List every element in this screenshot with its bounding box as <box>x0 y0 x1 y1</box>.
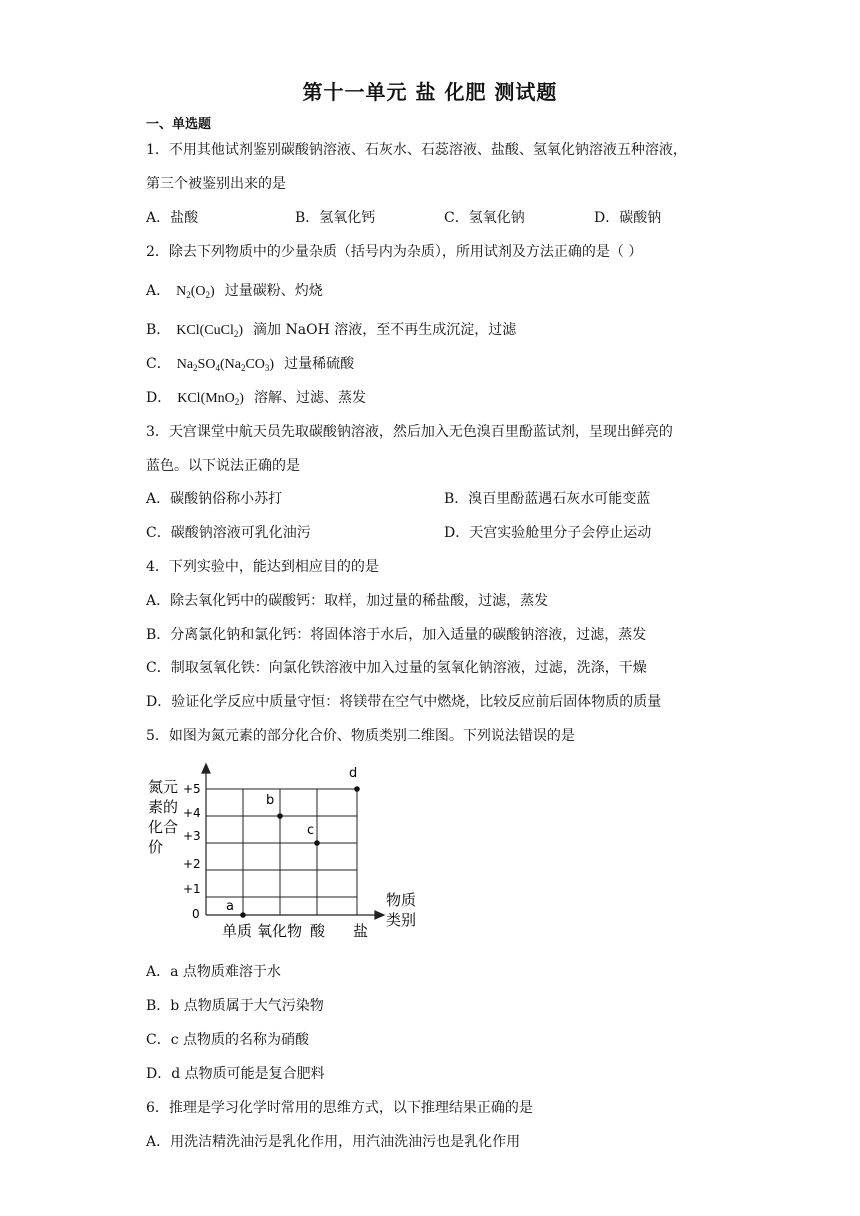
formula-kcl-cucl2: KCl(CuCl$_2$) <box>176 323 244 339</box>
y-tick-plus4: +4 <box>183 806 201 820</box>
q4-option-b: B．分离氯化钠和氯化钙：将固体溶于水后，加入适量的碳酸钠溶液，过滤，蒸发 <box>146 627 647 643</box>
q2-option-a-text: 过量碳粉、灼烧 <box>224 283 323 299</box>
point-b-label: b <box>266 793 275 808</box>
point-c <box>314 840 320 846</box>
y-tick-zero: 0 <box>192 907 200 921</box>
q3-stem-line2: 蓝色。以下说法正确的是 <box>146 458 300 474</box>
y-axis-title-2: 素的 <box>148 798 179 816</box>
y-tick-plus1: +1 <box>183 882 201 896</box>
q1-option-d: D．碳酸钠 <box>594 210 662 226</box>
q3-option-b: B．溴百里酚蓝遇石灰水可能变蓝 <box>444 491 651 507</box>
q2-option-d <box>146 389 366 411</box>
nitrogen-valence-diagram <box>146 760 436 946</box>
diagram-svg <box>146 760 436 946</box>
q6-option-a: A．用洗洁精洗油污是乳化作用，用汽油洗油污也是乳化作用 <box>146 1134 521 1150</box>
x-category-salt: 盐 <box>353 922 369 940</box>
q3-stem-line1: 3．天宫课堂中航天员先取碳酸钠溶液，然后加入无色溴百里酚蓝试剂，呈现出鲜亮的 <box>146 424 673 440</box>
y-tick-plus2: +2 <box>183 857 201 871</box>
formula-na2so4-na2co3: $Na_2SO_4(Na_2CO_3)$ <box>176 357 275 373</box>
y-tick-plus3: +3 <box>183 829 201 843</box>
point-d <box>354 786 360 792</box>
q5-option-a: A．a 点物质难溶于水 <box>146 964 281 980</box>
y-axis-arrow-icon <box>202 764 210 773</box>
q2-option-a-label: A． <box>146 283 171 299</box>
q1-stem-line2: 第三个被鉴别出来的是 <box>146 176 286 192</box>
q4-option-d: D．验证化学反应中质量守恒：将镁带在空气中燃烧，比较反应前后固体物质的质量 <box>146 694 662 710</box>
y-tick-plus5: +5 <box>183 782 201 796</box>
q3-option-a: A．碳酸钠俗称小苏打 <box>146 491 283 507</box>
point-b <box>277 813 283 819</box>
q1-option-b: B．氢氧化钙 <box>295 210 376 226</box>
q2-option-d-text: 溶解、过滤、蒸发 <box>253 390 366 406</box>
x-category-oxide: 氧化物 <box>257 922 303 940</box>
q2-option-c-label: C． <box>146 356 171 372</box>
point-d-label: d <box>349 766 358 781</box>
q5-option-b: B．b 点物质属于大气污染物 <box>146 998 324 1014</box>
x-axis-title-1: 物质 <box>386 891 417 909</box>
formula-kcl-mno2: KCl(MnO$_2$) <box>177 391 244 407</box>
y-axis-title-3: 化合 <box>148 818 179 836</box>
q2-stem: 2．除去下列物质中的少量杂质（括号内为杂质），所用试剂及方法正确的是（ ） <box>146 244 643 260</box>
grid <box>206 789 357 915</box>
q6-stem: 6．推理是学习化学时常用的思维方式，以下推理结果正确的是 <box>146 1100 533 1116</box>
q2-option-c-text: 过量稀硫酸 <box>284 356 355 372</box>
q5-option-d: D．d 点物质可能是复合肥料 <box>146 1066 325 1082</box>
q2-option-c <box>146 355 354 377</box>
point-a <box>240 912 246 918</box>
x-category-acid: 酸 <box>310 922 326 940</box>
q1-option-c: C．氢氧化钠 <box>444 210 525 226</box>
x-axis-arrow-icon <box>375 911 384 919</box>
point-a-label: a <box>226 899 234 914</box>
q4-stem: 4．下列实验中，能达到相应目的的是 <box>146 559 379 575</box>
q1-stem-line1: 1．不用其他试剂鉴别碳酸钠溶液、石灰水、石蕊溶液、盐酸、氢氧化钠溶液五种溶液， <box>146 142 687 158</box>
x-axis-title-2: 类别 <box>386 911 417 929</box>
q4-option-a: A．除去氧化钙中的碳酸钙：取样，加过量的稀盐酸，过滤，蒸发 <box>146 593 549 609</box>
q3-option-c: C．碳酸钠溶液可乳化油污 <box>146 525 311 541</box>
q2-option-b-label: B． <box>146 322 171 338</box>
y-axis-title-1: 氮元 <box>148 778 179 796</box>
section-heading: 一、单选题 <box>146 117 212 132</box>
q2-option-a <box>146 282 323 304</box>
point-c-label: c <box>307 823 315 838</box>
q2-option-b <box>146 321 516 343</box>
q2-option-d-label: D． <box>146 390 172 406</box>
q5-option-c: C．c 点物质的名称为硝酸 <box>146 1032 310 1048</box>
page-title: 第十一单元 盐 化肥 测试题 <box>302 80 558 104</box>
y-axis-title-4: 价 <box>148 838 164 856</box>
formula-n2-o2: $N_2(O_2)$ <box>176 284 215 300</box>
q4-option-c: C．制取氢氧化铁：向氯化铁溶液中加入过量的氢氧化钠溶液，过滤，洗涤，干燥 <box>146 660 647 676</box>
q2-option-b-text: 滴加 NaOH 溶液，至不再生成沉淀，过滤 <box>253 322 517 338</box>
x-category-elemental: 单质 <box>222 922 253 940</box>
q1-option-a: A．盐酸 <box>146 210 199 226</box>
q3-option-d: D．天宫实验舱里分子会停止运动 <box>444 525 652 541</box>
q5-stem: 5．如图为氮元素的部分化合价、物质类别二维图。下列说法错误的是 <box>146 728 575 744</box>
